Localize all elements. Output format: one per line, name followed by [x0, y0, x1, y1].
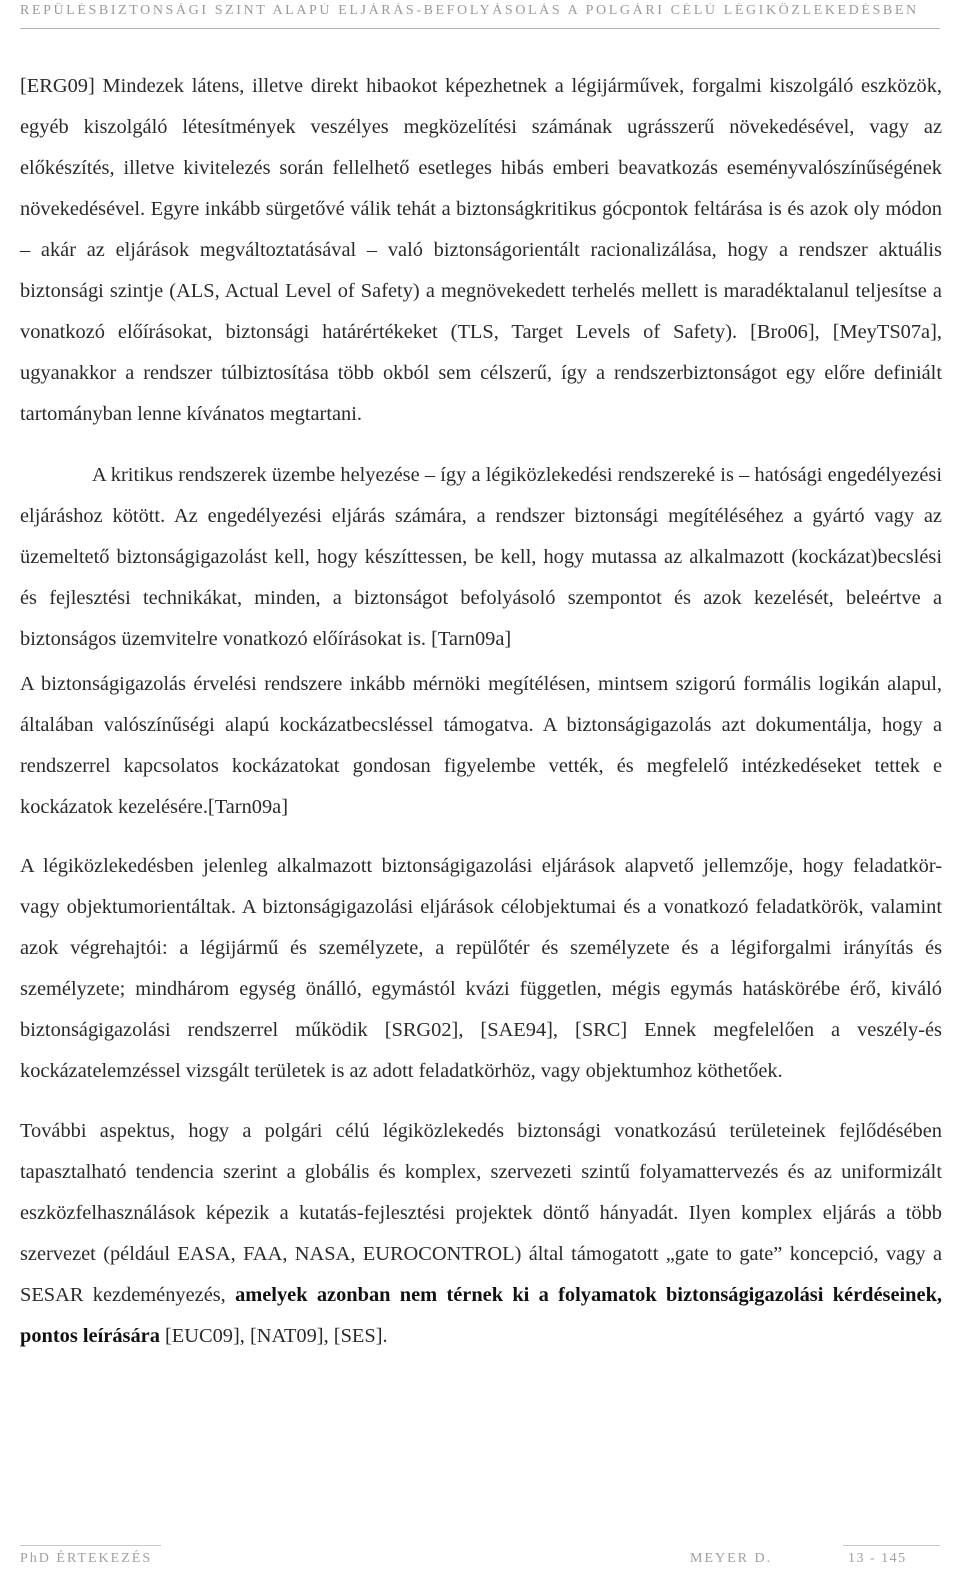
footer-label: PhD ÉRTEKEZÉS	[20, 1551, 153, 1566]
paragraph-4: A légiközlekedésben jelenleg alkalmazott biztonságigazolási eljárások alapvető jellemzője, hogy feladatkör- vagy objektumorientáltak. A biztonságigazolási eljárások célobjektumai és a vonatkozó feladatkörök, valamint azok végrehajtói: a légijármű és személyzete, a repülőtér és személyzete és a légiforgalmi irányítás és személyzete; mindhárom egység önálló, egymástól kvázi független, mégis egymás hatáskörébe érő, kiváló biztonságigazolási rendszerrel működik [SRG02], [SAE94], [SRC] Ennek megfelelően a veszély-és kockázatelemzéssel vizsgált területek is az adott feladatkörhöz, vagy objektumhoz köthetőek.	[20, 855, 942, 1082]
paragraph-5-text: További aspektus, hogy a polgári célú légiközlekedés biztonsági vonatkozású területeinek fejlődésében tapasztalható tendencia szerint a globális és komplex, szervezeti szintű folyamattervezés és az uniformizált eszközfelhasználások képezik a kutatás-fejlesztési projektek döntő hányadát. Ilyen komplex eljárás a több szervezet (például EASA, FAA, NASA, EUROCONTROL) által támogatott „gate to gate” koncepció, vagy a SESAR kezdeményezés,	[20, 1120, 942, 1306]
document-body	[20, 66, 942, 1357]
paragraph-5	[20, 1111, 942, 1357]
paragraph-5-bold: amelyek azonban nem térnek ki a folyamatok biztonságigazolási kérdéseinek, pontos leírására	[20, 1284, 943, 1347]
paragraph-gap	[20, 435, 942, 455]
paragraph-2: A kritikus rendszerek üzembe helyezése – így a légiközlekedési rendszereké is – hatósági engedélyezési eljáráshoz kötött. Az engedélyezési eljárás számára, a rendszer biztonsági megítéléséhez a gyártó vagy az üzemeltető biztonságigazolást kell, hogy készíttessen, be kell, hogy mutassa az alkalmazott (kockázat)becslési és fejlesztési technikákat, minden, a biztonságot befolyásoló szempontot és azok kezelését, beleértve a biztonságos üzemvitelre vonatkozó előírásokat is. [Tarn09a]	[20, 464, 942, 650]
paragraph-1: [ERG09] Mindezek látens, illetve direkt hibaokot képezhetnek a légijárművek, forgalmi kiszolgáló eszközök, egyéb kiszolgáló létesítmények veszélyes megközelítési számának ugrásszerű növekedésével, vagy az előkészítés, illetve kivitelezés során fellelhető esetleges hibás emberi beavatkozás eseményvalószínűségének növekedésével. Egyre inkább sürgetővé válik tehát a biztonságkritikus gócpontok feltárása is és azok oly módon – akár az eljárások megváltoztatásával – való biztonságorientált racionalizálása, hogy a rendszer aktuális biztonsági szintje (ALS, Actual Level of Safety) a megnövekedett terhelés mellett is maradéktalanul teljesítse a vonatkozó előírásokat, biztonsági határértékeket (TLS, Target Levels of Safety). [Bro06], [MeyTS07a], ugyanakkor a rendszer túlbiztosítása több okból sem célszerű, így a rendszerbiztonságot egy előre definiált tartományban lenne kívánatos megtartani.	[20, 75, 942, 425]
paragraph-gap	[20, 1092, 942, 1111]
page-number: 13 - 145	[848, 1551, 907, 1566]
footer-rule-left	[20, 1545, 161, 1546]
footer-rule-right	[843, 1545, 940, 1546]
running-title: REPÜLÉSBIZTONSÁGI SZINT ALAPÚ ELJÁRÁS-BEFOLYÁSOLÁS A POLGÁRI CÉLÚ LÉGIKÖZLEKEDÉSBEN	[20, 3, 919, 18]
paragraph-gap	[20, 828, 942, 846]
page-footer	[0, 1545, 960, 1589]
running-header	[0, 0, 960, 31]
footer-author: MEYER D.	[690, 1551, 773, 1566]
paragraph-3: A biztonságigazolás érvelési rendszere inkább mérnöki megítélésen, mintsem szigorú formális logikán alapul, általában valószínűségi alapú kockázatbecsléssel támogatva. A biztonságigazolás azt dokumentálja, hogy a rendszerrel kapcsolatos kockázatokat gondosan figyelembe vették, és megfelelő intézkedéseket tettek e kockázatok kezelésére.[Tarn09a]	[20, 673, 942, 818]
header-rule	[20, 28, 940, 29]
paragraph-5-tail: [EUC09], [NAT09], [SES].	[165, 1325, 388, 1347]
